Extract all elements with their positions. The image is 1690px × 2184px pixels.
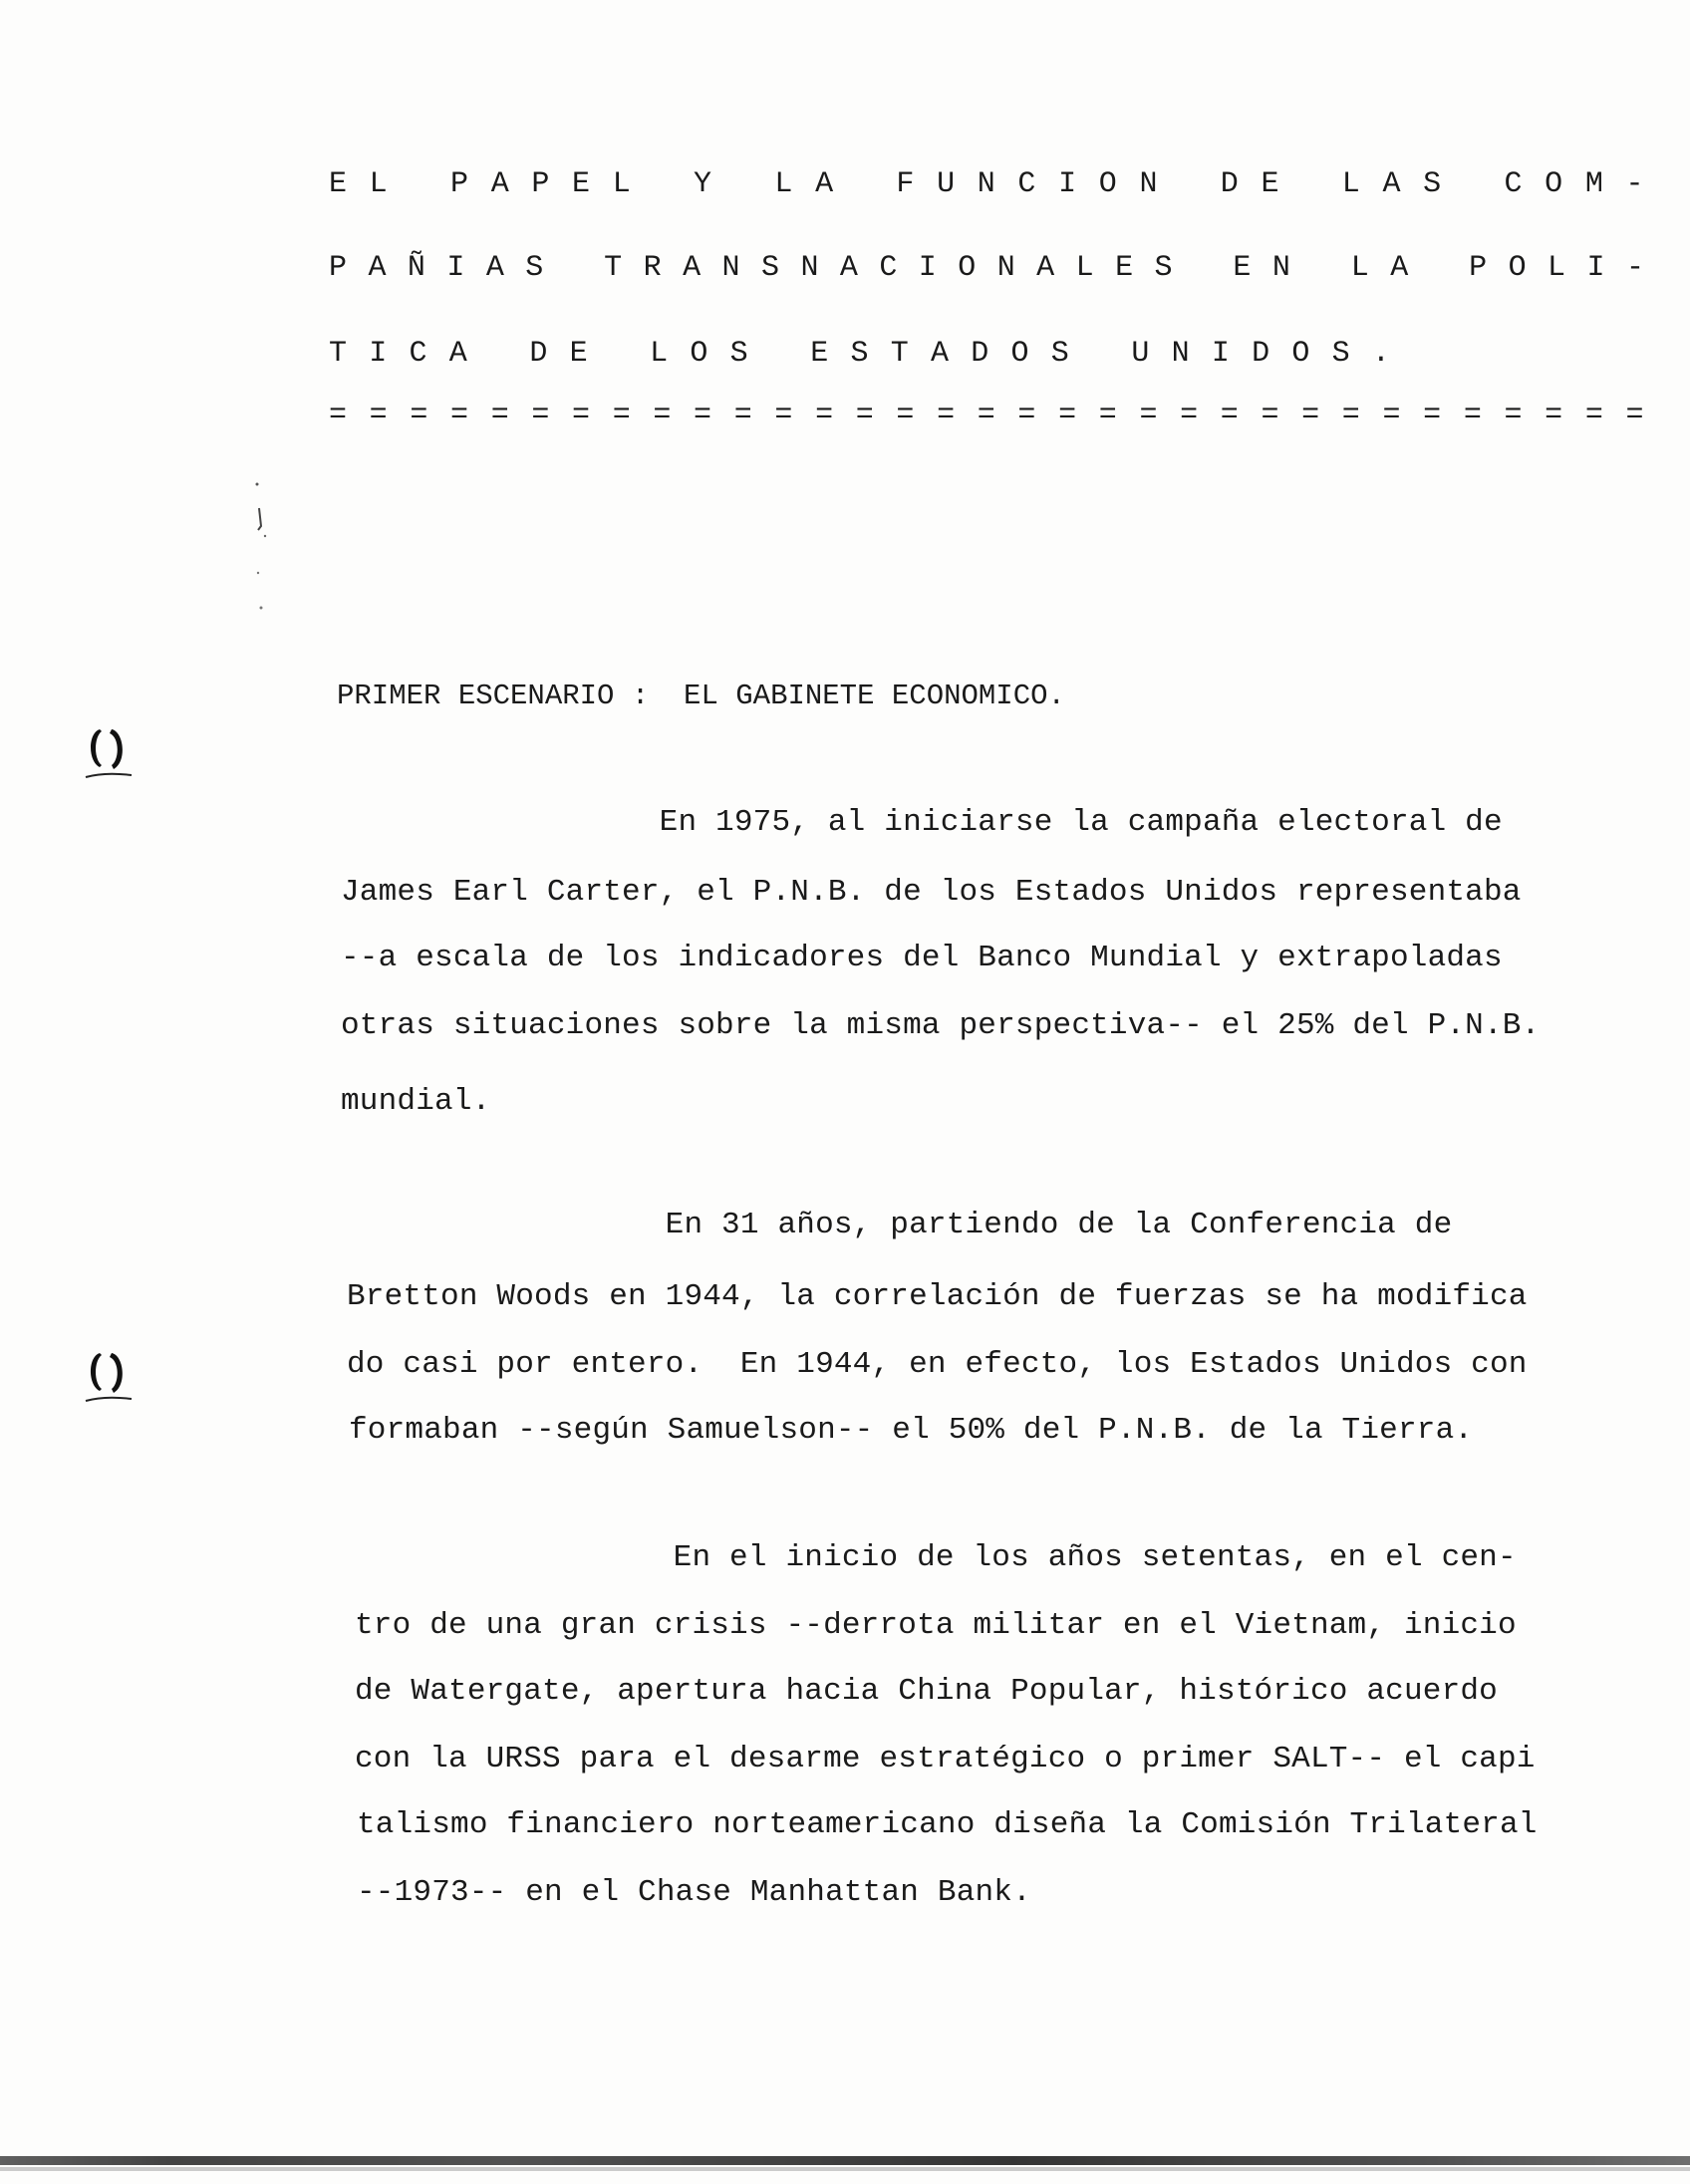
paragraph-1-line-5: mundial. [341, 1084, 491, 1119]
title-line-3: T I C A D E L O S E S T A D O S U N I D O S . [329, 337, 1390, 371]
punch-hole-icon [82, 1345, 138, 1409]
paragraph-1-line-1: En 1975, al iniciarse la campaña electoral de [341, 805, 1503, 840]
paragraph-1-line-2: James Earl Carter, el P.N.B. de los Estados Unidos representaba [341, 875, 1522, 910]
paragraph-3-line-4: con la URSS para el desarme estratégico o primer SALT-- el capi [355, 1742, 1536, 1776]
paragraph-3-line-5: talismo financiero norteamericano diseña la Comisión Trilateral [357, 1807, 1538, 1842]
scan-edge-shadow [0, 2167, 1690, 2171]
paragraph-2-line-1: En 31 años, partiendo de la Conferencia de [347, 1208, 1453, 1242]
paragraph-1-line-3: --a escala de los indicadores del Banco Mundial y extrapoladas [341, 941, 1503, 975]
margin-specks [249, 478, 279, 638]
paragraph-2-line-2: Bretton Woods en 1944, la correlación de fuerzas se ha modifica [347, 1279, 1528, 1314]
punch-hole-icon [82, 721, 138, 785]
paragraph-3-line-1: En el inicio de los años setentas, en el cen- [355, 1540, 1517, 1575]
paragraph-3-line-2: tro de una gran crisis --derrota militar en el Vietnam, inicio [355, 1608, 1517, 1643]
paragraph-1-line-4: otras situaciones sobre la misma perspectiva-- el 25% del P.N.B. [341, 1008, 1541, 1043]
title-underline-rule: = = = = = = = = = = = = = = = = = = = = = = = = = = = = = = = = = [329, 399, 1644, 432]
paragraph-2-line-4: formaban --según Samuelson-- el 50% del P.N.B. de la Tierra. [349, 1413, 1474, 1448]
title-line-2: P A Ñ I A S T R A N S N A C I O N A L E S E N L A P O L I - [329, 251, 1644, 285]
title-line-1: E L P A P E L Y L A F U N C I O N D E L A S C O M - [329, 167, 1644, 201]
paragraph-2-line-3: do casi por entero. En 1944, en efecto, los Estados Unidos con [347, 1347, 1528, 1382]
paragraph-3-line-3: de Watergate, apertura hacia China Popular, histórico acuerdo [355, 1674, 1498, 1709]
paragraph-3-line-6: --1973-- en el Chase Manhattan Bank. [357, 1875, 1031, 1910]
section-heading: PRIMER ESCENARIO : EL GABINETE ECONOMICO. [337, 680, 1065, 712]
scan-edge-bar [0, 2156, 1690, 2165]
